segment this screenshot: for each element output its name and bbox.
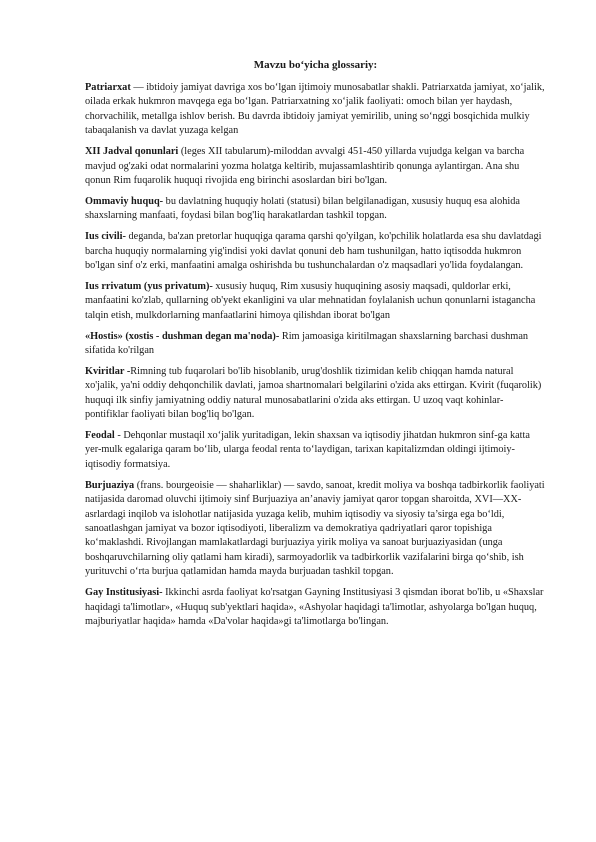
entry-definition: xususiy huquq, Rim xususiy huquqining asosiy maqsadi, quldorlar erki, manfaatini ko'zlab, qullarning ob'yekt ekanligini va ular mehnatidan foylalanish uchun qonunlarni istagancha talqin etish, mulkdorlarning manfaatlarini himoya qilishdan iborat bo'lgan: [85, 280, 536, 321]
glossary-entry-ius-civili: [85, 230, 546, 273]
glossary-entry-feodal: [85, 429, 546, 472]
entry-term: Burjuaziya: [85, 479, 135, 491]
glossary-entry-kviritlar: [85, 365, 546, 423]
glossary-entry-hostis: [85, 330, 546, 359]
glossary-entry-ommaviy-huquq: [85, 195, 546, 224]
entry-term: Ius rrivatum (yus privatum)-: [85, 280, 213, 292]
glossary-entry-ius-privatum: [85, 280, 546, 323]
entry-definition: bu davlatning huquqiy holati (statusi) bilan belgilanadigan, xususiy huquq esa alohida shaxslarning manfaati, foydasi bilan bog'liq harakatlardan tashkil topgan.: [85, 195, 521, 222]
entry-term: XII Jadval qonunlari: [85, 146, 179, 158]
entry-definition: deganda, ba'zan pretorlar huquqiga qarama qarshi qo'yilgan, ko'pchilik holatlarda esa shu davlatdagi barcha huquqiy normalarning yig'indisi yoki davlat qonuni deb ham tushunilgan, hatto iqtisodda hukmron bo'lgan sinf o'z erki, manfaatini amalga oshirishda bu tushunchalardan o'z maqsadlari yo'lida foydalangan.: [85, 231, 542, 271]
entry-definition: Ikkinchi asrda faoliyat ko'rsatgan Gayning Institusiyasi 3 qismdan iborat bo'lib, u «Shaxslar haqidagi ta'limotlar», «Huquq sub'yektlari haqida», «Ashyolar haqidagi ta'limotlar, ashyolarga bo'lgan huquq, majburiyatlar haqida» hamda «Da'volar haqida»gi ta'limotlarga bo'lingan.: [85, 587, 544, 627]
entry-definition: — ibtidoiy jamiyat davriga xos bo‘lgan ijtimoiy munosabatlar shakli. Patriarxatda jamiyat, xo‘jalik, oilada erkak hukmron mavqega ega bo‘lgan. Patriarxatning xo‘jalik faoliyati: omoch bilan yer haydash, chorvachilik, metallga ishlov berish. Bu davrda ibtidoiy jamiyat yemirilib, uning so‘nggi bosqichida mulkiy tabaqalanish va davlat yuzaga kelgan: [85, 82, 545, 137]
entry-term: Ius civili-: [85, 231, 126, 243]
entry-term: Ommaviy huquq-: [85, 195, 164, 207]
entry-definition: Rimning tub fuqarolari bo'lib hisoblanib, urug'doshlik tizimidan kelib chiqqan hamda natural xo'jalik, ya'ni oddiy dehqonchilik davlati, jamoa shartnomalari belgilarini o'zida aks ettirgan. Kvirit (fuqarolik) huquqi ilk sinfiy jamiyatning oddiy natural munosabatlarini o'zida aks ettirgan. U uzoq vaqt kohinlar-pontifiklar faoliyati bilan bog'liq bo'lgan.: [85, 365, 542, 421]
entry-term: «Hostis» (xostis - dushman degan ma'noda)-: [85, 330, 280, 342]
glossary-entry-gay-institusiyasi: [85, 586, 546, 629]
glossary-entry-patriarxat: [85, 81, 546, 139]
entry-definition: (leges XII tabularum)-miloddan avvalgi 451-450 yillarda vujudga kelgan va barcha mavjud og'zaki odat normalarini yozma holatga keltirib, mujassamlashtirib qonunga aylantirgan. Ana shu qonun Rim fuqarolik huquqi rivojida eng birinchi asoslardan biri bo'lgan.: [85, 146, 525, 186]
page-title: Mavzu bo‘yicha glossariy:: [253, 59, 378, 71]
entry-definition: - Dehqonlar mustaqil xo‘jalik yuritadigan, lekin shaxsan va iqtisodiy jihatdan hukmron sinf-ga katta yer-mulk egalariga qaram bo‘lib, ularga feodal renta to‘laydigan, tarixan kapitalizmdan oldingi ijtimoiy-iqtisodiy formatsiya.: [85, 430, 530, 470]
entry-definition: (frans. bourgeoisie — shaharliklar) — savdo, sanoat, kredit moliya va boshqa tadbirkorlik faoliyati natijasida daromad oluvchi ijtimoiy sinf Burjuaziya an’anaviy jamiyat qaror topgan sharoitda, XVI—XX-asrlardagi inqilob va islohotlar natijasida yuzaga kelib, muhim iqtisodiy va siyosiy ta’sirga ega bo‘ldi, sanoatlashgan jamiyat va bozor iqtisodiyoti, liberalizm va demokratiya qadriyatlari qaror topishiga ko‘maklashdi. Rivojlangan mamlakatlardagi burjuaziya yirik moliya va sanoat burjuaziyasidan (unga boshqaruvchilarning oliy qatlami ham kiradi), sarmoyadorlik va tadbirkorlik vazifalarini birga qo‘shib, ish yurituvchi o‘rta burjua qatlamidan hamda mayda burjuadan tashkil topgan.: [85, 479, 545, 578]
entry-definition: Rim jamoasiga kiritilmagan shaxslarning barchasi dushman sifatida ko'rilgan: [85, 330, 529, 356]
entry-term: Feodal: [85, 430, 115, 442]
glossary-entry-burjuaziya: [85, 479, 546, 580]
entry-term: Patriarxat: [85, 82, 131, 93]
entry-term: Gay Institusiyasi-: [85, 587, 163, 599]
entry-term: Kviritlar -: [85, 365, 131, 377]
glossary-entry-xii-jadval: [85, 145, 546, 188]
